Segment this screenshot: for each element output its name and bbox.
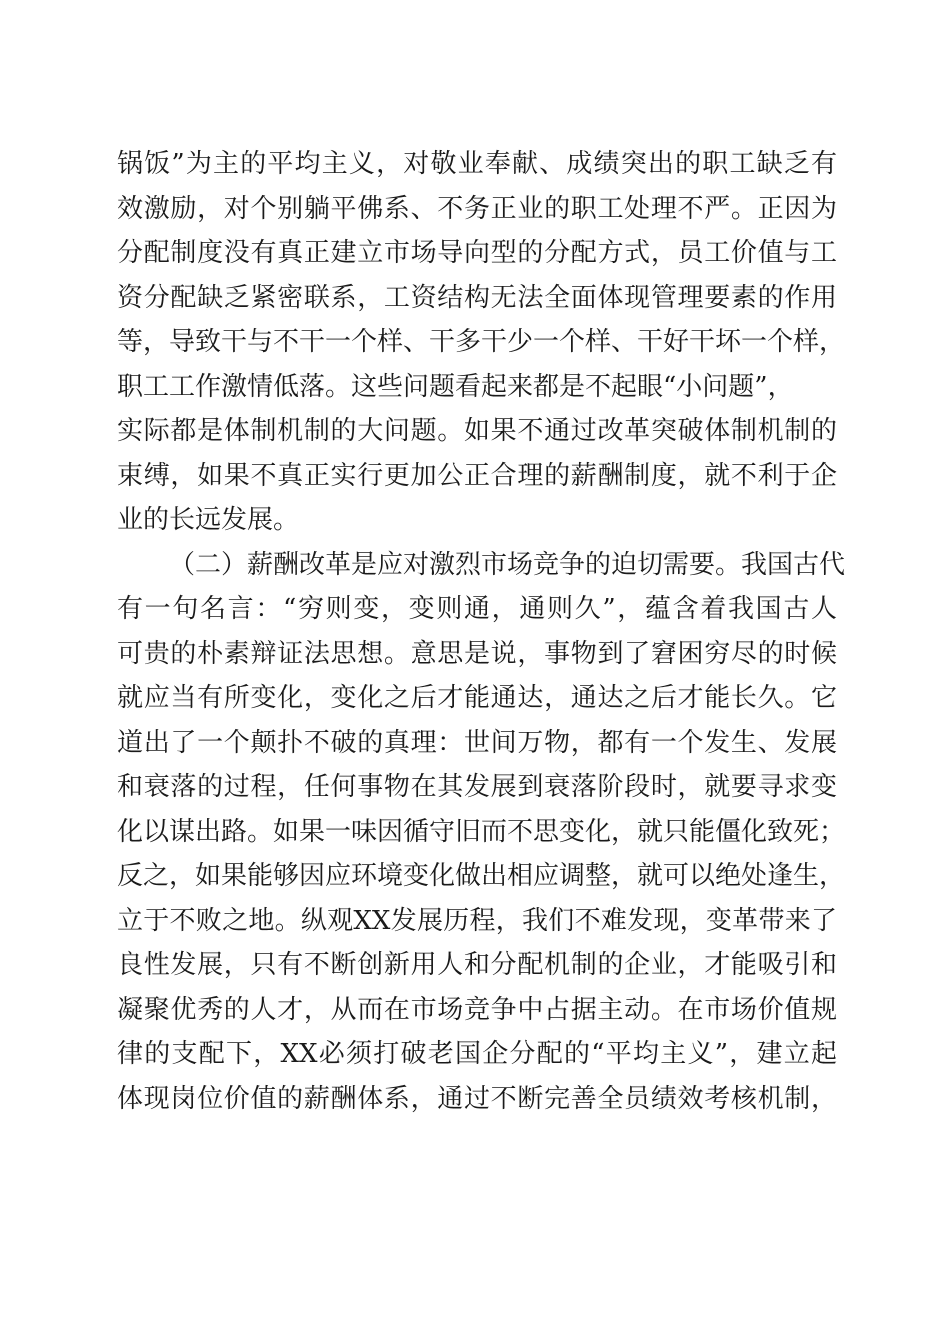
text-line: 和衰落的过程，任何事物在其发展到衰落阶段时，就要寻求变	[117, 772, 837, 802]
text-line: 分配制度没有真正建立市场导向型的分配方式，员工价值与工	[117, 238, 837, 268]
text-line: 化以谋出路。如果一味因循守旧而不思变化，就只能僵化致死；	[117, 816, 846, 847]
document-body	[117, 142, 846, 1121]
text-line: 凝聚优秀的人才，从而在市场竞争中占据主动。在市场价值规	[117, 994, 837, 1025]
text-line: 束缚，如果不真正实行更加公正合理的薪酬制度，就不利于企	[117, 460, 837, 491]
text-line: 资分配缺乏紧密联系，工资结构无法全面体现管理要素的作用	[117, 282, 837, 313]
text-line: 反之，如果能够因应环境变化做出相应调整，就可以绝处逢生，	[117, 861, 846, 891]
text-line: 良性发展，只有不断创新用人和分配机制的企业，才能吸引和	[117, 950, 837, 980]
text-line: 就应当有所变化，变化之后才能通达，通达之后才能长久。它	[117, 683, 837, 713]
text-line: （二）薪酬改革是应对激烈市场竞争的迫切需要。我国古代	[169, 549, 846, 580]
text-line: 律的支配下，XX必须打破老国企分配的“平均主义”，建立起	[117, 1039, 837, 1069]
text-line: 锅饭”为主的平均主义，对敬业奉献、成绩突出的职工缺乏有	[117, 149, 837, 179]
text-line: 业的长远发展。	[117, 505, 300, 535]
paragraph-1	[117, 142, 846, 543]
text-line: 体现岗位价值的薪酬体系，通过不断完善全员绩效考核机制，	[117, 1083, 837, 1114]
text-line: 有一句名言：“穷则变，变则通，通则久”，蕴含着我国古人	[117, 594, 837, 624]
text-line: 道出了一个颠扑不破的真理：世间万物，都有一个发生、发展	[117, 727, 837, 758]
paragraph-2	[117, 543, 846, 1122]
text-line: 等，导致干与不干一个样、干多干少一个样、干好干坏一个样，	[117, 327, 846, 357]
text-line: 效激励，对个别躺平佛系、不务正业的职工处理不严。正因为	[117, 193, 837, 224]
text-line: 实际都是体制机制的大问题。如果不通过改革突破体制机制的	[117, 416, 837, 446]
text-line: 职工工作激情低落。这些问题看起来都是不起眼“小问题”，	[117, 371, 794, 402]
text-line: 可贵的朴素辩证法思想。意思是说，事物到了窘困穷尽的时候	[117, 638, 837, 669]
text-line: 立于不败之地。纵观XX发展历程，我们不难发现，变革带来了	[117, 905, 837, 936]
